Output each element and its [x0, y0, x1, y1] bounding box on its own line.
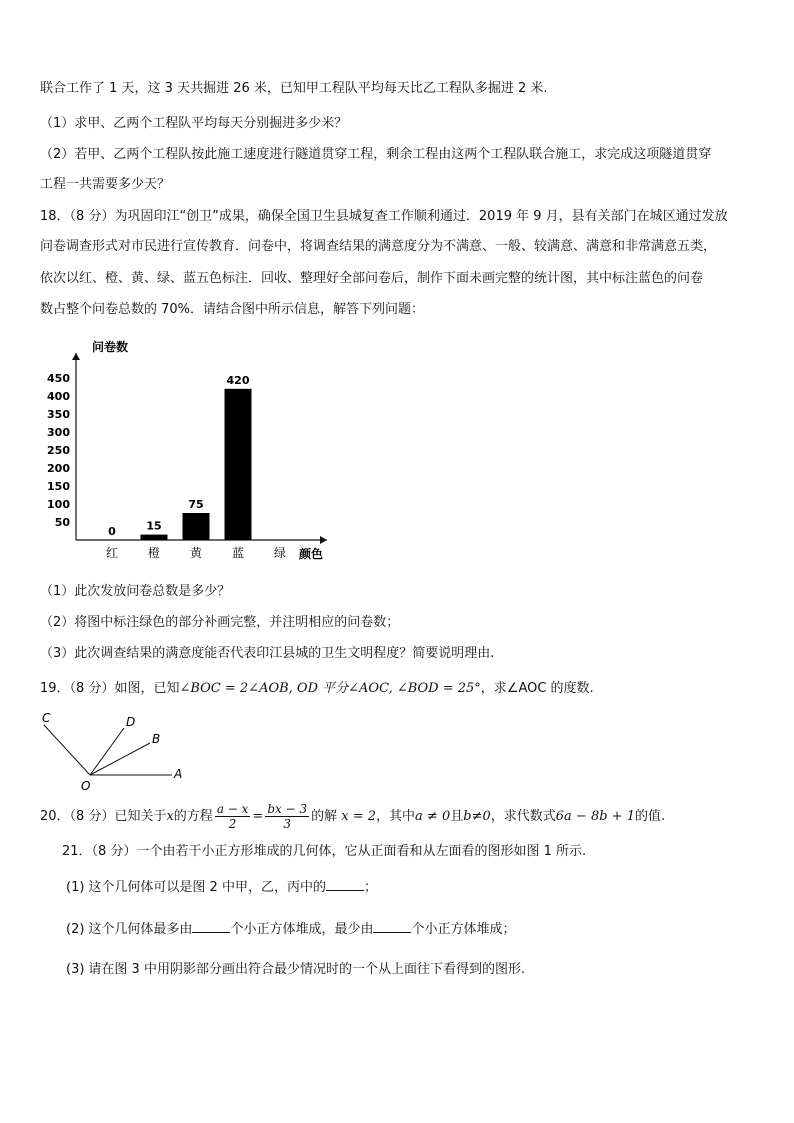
fraction-2-denominator: 3 — [283, 817, 292, 831]
x-axis-arrow — [320, 536, 327, 544]
p20-and: 且 — [450, 809, 464, 824]
p21-question-2 — [66, 920, 515, 939]
answer-blank-3[interactable] — [373, 920, 411, 933]
p19-prefix: 19．（8 分）如图，已知 — [40, 681, 180, 696]
p17-question-2a: （2）若甲、乙两个工程队按此施工速度进行隧道贯穿工程，剩余工程由这两个工程队联合施工，求完成这项隧道贯穿 — [40, 147, 712, 162]
x-category-label: 红 — [105, 546, 119, 560]
x-axis-label: 颜色 — [299, 547, 324, 561]
bar-value-label: 15 — [146, 519, 162, 533]
p18-question-1: （1）此次发放问卷总数是多少？ — [40, 584, 231, 599]
p18-line-4: 数占整个问卷总数的 70%．请结合图中所示信息，解答下列问题： — [40, 302, 425, 317]
p21-q1-end: ； — [363, 880, 377, 895]
p21-q2-text-a: 这个几何体最多由 — [88, 922, 193, 937]
p20-cond-text: ，其中 — [376, 809, 416, 824]
p17-question-2b: 工程一共需要多少天？ — [40, 177, 171, 192]
bar — [141, 535, 168, 540]
fraction-1-numerator: a − x — [216, 802, 249, 816]
label-A: A — [174, 767, 183, 781]
ray-OD — [90, 728, 124, 775]
p20-ask: ，求代数式 — [490, 809, 556, 824]
p20-expression: 6a − 8b + 1 — [555, 809, 635, 824]
x-category-label: 黄 — [189, 546, 203, 560]
label-C: C — [42, 711, 51, 725]
p19-math: ∠BOC = 2∠AOB, OD 平分∠AOC, ∠BOD = 25° — [179, 681, 481, 696]
equals-sign: = — [252, 809, 264, 824]
y-tick-label: 250 — [47, 444, 70, 457]
q-number-1: (1) — [66, 880, 85, 895]
y-tick-label: 300 — [47, 426, 70, 439]
q-number-3: (3) — [66, 962, 85, 977]
bar-chart — [40, 335, 340, 570]
p20-statement — [40, 800, 665, 834]
p18-question-2: （2）将图中标注绿色的部分补画完整，并注明相应的问卷数； — [40, 615, 400, 630]
y-tick-label: 50 — [54, 516, 70, 529]
q-number-2: (2) — [66, 922, 85, 937]
x-category-label: 橙 — [147, 546, 161, 560]
fraction-1-denominator: 2 — [228, 817, 237, 831]
ray-OC — [44, 725, 90, 775]
bar-value-label: 75 — [188, 498, 204, 511]
p21-question-1 — [66, 878, 377, 897]
p19-statement — [40, 680, 594, 698]
bar-value-label: 0 — [108, 525, 116, 538]
p21-heading: 21．（8 分）一个由若干小正方形堆成的几何体，它从正面看和从左面看的图形如图 1 所示. — [62, 844, 587, 859]
p21-q1-text: 这个几何体可以是图 2 中甲，乙，丙中的 — [88, 880, 326, 895]
label-B: B — [152, 732, 161, 746]
p21-q2-text-b: 个小正方体堆成，最少由 — [230, 922, 374, 937]
y-tick-label: 150 — [47, 480, 70, 493]
fraction-2 — [265, 802, 309, 831]
p20-prefix: 20．（8 分）已知关于 — [40, 809, 167, 824]
fraction-1 — [215, 802, 251, 831]
p17-question-1: （1）求甲、乙两个工程队平均每天分别掘进多少米？ — [40, 116, 348, 131]
p21-q2-text-c: 个小正方体堆成； — [411, 922, 516, 937]
p17-continuation: 联合工作了 1 天，这 3 天共掘进 26 米，已知甲工程队平均每天比乙工程队多掘进 2 米. — [40, 81, 548, 96]
ray-OB — [90, 743, 150, 775]
p20-b-cond: b≠0 — [463, 809, 491, 824]
p20-sol-text: 的解 — [311, 809, 338, 824]
angle-figure — [38, 708, 208, 793]
p20-eq-text: 的方程 — [173, 809, 213, 824]
p19-suffix: ，求∠AOC 的度数. — [480, 681, 594, 696]
p21-q3-text: 请在图 3 中用阴影部分画出符合最少情况时的一个从上面往下看得到的图形. — [88, 962, 526, 977]
bar — [183, 513, 210, 540]
p20-cond-math: a ≠ 0 — [415, 809, 451, 824]
y-tick-label: 350 — [47, 408, 70, 421]
answer-blank-2[interactable] — [192, 920, 230, 933]
y-axis-arrow — [72, 353, 80, 360]
y-tick-label: 450 — [47, 372, 70, 385]
y-tick-label: 100 — [47, 498, 70, 511]
p18-line-1: 18．（8 分）为巩固印江“创卫”成果，确保全国卫生县城复查工作顺利通过．2019 年 9 月，县有关部门在城区通过发放 — [40, 209, 728, 224]
y-tick-label: 200 — [47, 462, 70, 475]
fraction-2-numerator: bx − 3 — [267, 802, 308, 816]
p20-sol-math: x = 2 — [341, 809, 377, 824]
x-category-label: 蓝 — [231, 546, 245, 560]
p18-line-3: 依次以红、橙、黄、绿、蓝五色标注．回收、整理好全部问卷后，制作下面未画完整的统计图，其中标注蓝色的问卷 — [40, 271, 704, 286]
bar-value-label: 420 — [226, 373, 250, 387]
label-O: O — [81, 779, 91, 793]
y-tick-label: 400 — [47, 390, 70, 403]
p21-question-3 — [66, 961, 525, 979]
p18-line-2: 问卷调查形式对市民进行宣传教育．问卷中，将调查结果的满意度分为不满意、一般、较满意、满意和非常满意五类， — [40, 239, 717, 254]
p18-question-3: （3）此次调查结果的满意度能否代表印江县城的卫生文明程度？简要说明理由. — [40, 646, 495, 661]
answer-blank-1[interactable] — [326, 878, 364, 891]
p20-end: 的值. — [634, 809, 666, 824]
bar — [225, 389, 252, 540]
p20-var-x: x — [166, 809, 174, 824]
x-category-label: 绿 — [273, 546, 287, 560]
y-axis-label: 问卷数 — [92, 340, 129, 354]
label-D: D — [126, 715, 136, 729]
